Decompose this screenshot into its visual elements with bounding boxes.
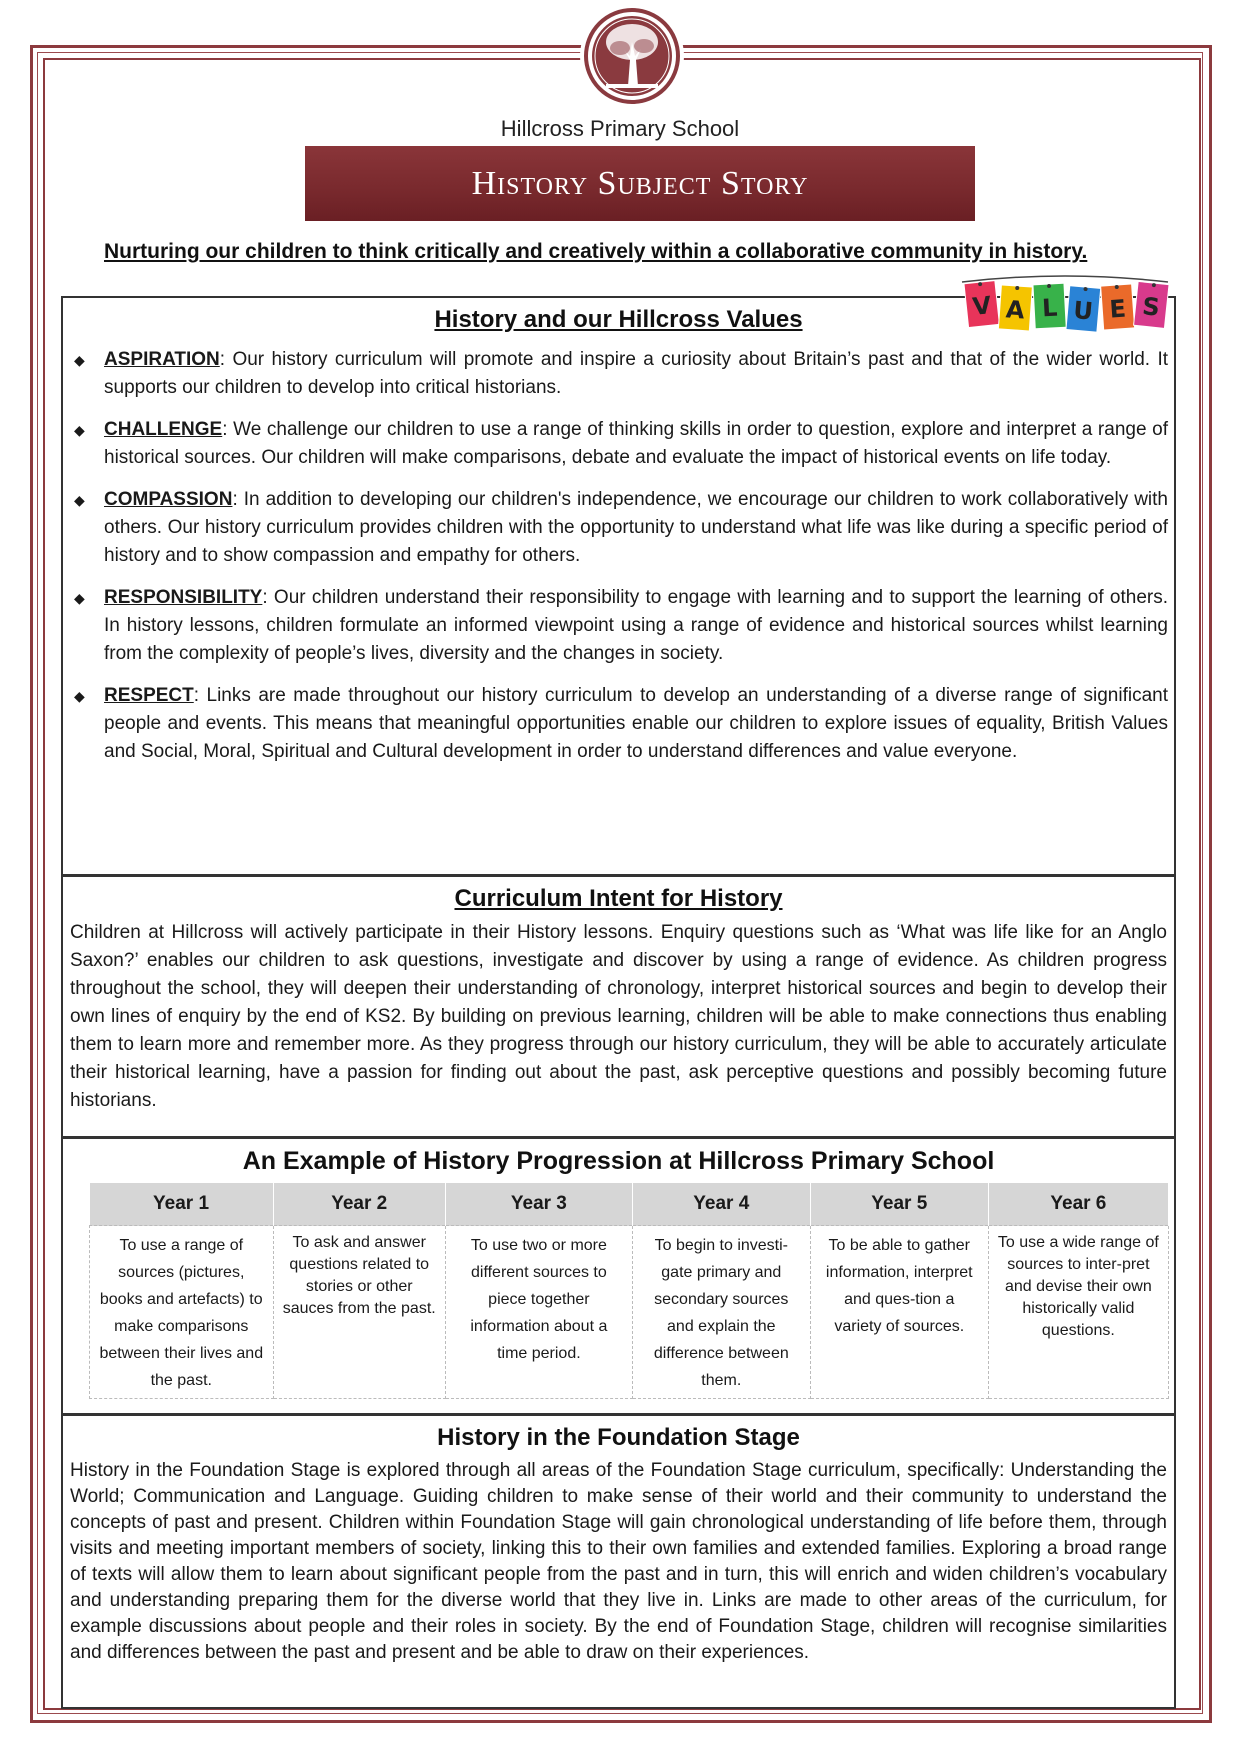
diamond-bullet-icon: ◆ [74, 352, 85, 368]
diamond-bullet-icon: ◆ [74, 590, 85, 606]
values-sign-letter: L [1041, 293, 1059, 323]
column-header: Year 2 [273, 1183, 445, 1226]
progression-section [61, 1137, 1176, 1415]
list-item: ◆ RESPONSIBILITY: Our children understand their responsibility to engage with learning and to support the learning of others. In history lessons, children formulate an informed viewpoint using a range of evidence and historical sources whilst learning from the complexity of people’s lives, diversity and the changes in society. [63, 584, 1168, 668]
column-header: Year 6 [988, 1183, 1168, 1226]
values-sign-tile [1101, 284, 1135, 330]
intent-body: Children at Hillcross will actively participate in their History lessons. Enquiry questions such as ‘What was life like for an Anglo Saxon?’ enables our children to ask questions, investigate and discover by using a range of evidence. As children progress throughout the school, they will deepen their understanding of chronology, interpret historical sources and begin to develop their own lines of enquiry by the end of KS2. By building on previous learning, children will be able to make connections thus enabling them to learn more and remember more. As they progress through our history curriculum, they will be able to accurately articulate their historical learning, have a passion for finding out about the past, ask perceptive questions and possibly becoming future historians. [70, 922, 1167, 1111]
values-sign-tile [998, 285, 1032, 331]
column-header: Year 1 [90, 1183, 274, 1226]
values-sign-tile [1033, 283, 1066, 329]
list-item: ◆ COMPASSION: In addition to developing our children's independence, we encourage our children to work collaboratively with others. Our history curriculum provides children with the opportunity to understand what life was like during a specific period of history and to show compassion and empathy for others. [63, 486, 1168, 570]
values-heading: History and our Hillcross Values [434, 306, 803, 333]
values-sign-letter: V [971, 291, 993, 321]
column-header: Year 5 [810, 1183, 988, 1226]
page-title-banner: History Subject Story [305, 146, 975, 221]
intent-section [61, 875, 1176, 1138]
table-cell: To ask and answer questions related to stories or other sauces from the past. [273, 1226, 445, 1399]
values-sign-letter: E [1108, 294, 1127, 324]
values-sign-letter: S [1141, 292, 1162, 322]
list-item: ◆ ASPIRATION: Our history curriculum will promote and inspire a curiosity about Britain’s past and that of the wider world. It supports our children to develop into critical historians. [63, 346, 1168, 402]
table-cell: To use two or more different sources to piece together information about a time period. [445, 1226, 632, 1399]
values-sign-tile [964, 281, 999, 328]
list-item: ◆ CHALLENGE: We challenge our children to use a range of thinking skills in order to question, explore and interpret a range of historical sources. Our children will make comparisons, debate and evaluate the impact of historical events on life today. [63, 416, 1168, 472]
diamond-bullet-icon: ◆ [74, 688, 85, 704]
table-header-row [90, 1183, 1169, 1226]
table-cell: To be able to gather information, interpret and ques-tion a variety of sources. [810, 1226, 988, 1399]
column-header: Year 3 [445, 1183, 632, 1226]
school-name: Hillcross Primary School [500, 116, 740, 141]
values-list [63, 346, 1174, 766]
table-row [90, 1226, 1169, 1399]
values-section [61, 293, 1176, 876]
foundation-body: History in the Foundation Stage is explored through all areas of the Foundation Stage curriculum, specifically: Understanding the World; Communication and Language. Guiding children to make sense of their world and their community to understand the concepts of past and present. Children within Foundation Stage will gain chronological understanding of life before them, through visits and meeting important members of society, linking this to their own families and extended families. Exploring a broad range of texts will allow them to learn about significant people from the past and in turn, this will enrich and widen children’s vocabulary and understanding preparing them for the diverse world that they live in. Links are made to other areas of the curriculum, for example discussions about people and their roles in society. By the end of Foundation Stage, children will recognise similarities and differences between the past and present and be able to draw on their experiences. [70, 1460, 1167, 1663]
intent-heading: Curriculum Intent for History [454, 885, 783, 912]
school-logo-tree-icon [580, 4, 684, 108]
foundation-heading: History in the Foundation Stage [437, 1424, 800, 1451]
values-sign-letter: A [1004, 295, 1026, 325]
progression-table [89, 1183, 1169, 1399]
values-sign-tile [1066, 286, 1101, 333]
tagline: Nurturing our children to think critically and creatively within a collaborative community in history. [104, 240, 1088, 263]
table-cell: To use a wide range of sources to inter-pret and devise their own historically valid questions. [988, 1226, 1168, 1399]
values-sign-image [960, 272, 1170, 338]
diamond-bullet-icon: ◆ [74, 422, 85, 438]
table-cell: To use a range of sources (pictures, books and artefacts) to make comparisons between their lives and the past. [90, 1226, 274, 1399]
diamond-bullet-icon: ◆ [74, 492, 85, 508]
foundation-section [61, 1414, 1176, 1709]
list-item: ◆ RESPECT: Links are made throughout our history curriculum to develop an understanding of a diverse range of significant people and events. This means that meaningful opportunities enable our children to explore issues of equality, British Values and Social, Moral, Spiritual and Cultural development in order to understand differences and value everyone. [63, 682, 1168, 766]
values-sign-tile [1134, 281, 1169, 328]
column-header: Year 4 [632, 1183, 810, 1226]
values-sign-letter: U [1072, 296, 1095, 326]
table-cell: To begin to investi-gate primary and secondary sources and explain the difference between them. [632, 1226, 810, 1399]
progression-heading: An Example of History Progression at Hillcross Primary School [242, 1147, 995, 1175]
